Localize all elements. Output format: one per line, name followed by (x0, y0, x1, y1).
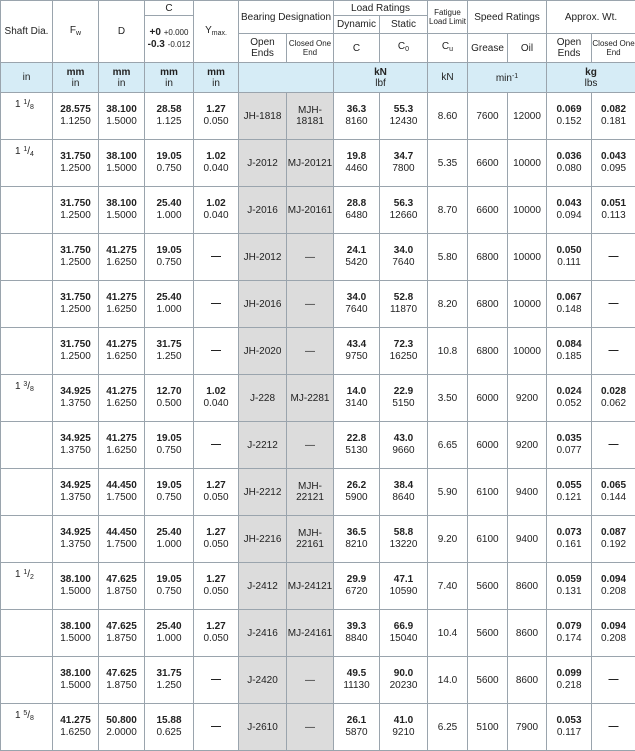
cell-fw: 31.750 1.2500 (53, 187, 99, 234)
cell-fatigue: 8.20 (428, 281, 468, 328)
table-row (1, 516, 635, 563)
cell-dynamic: 24.1 5420 (334, 234, 380, 281)
cell-oil: 10000 (508, 140, 547, 187)
cell-fw: 31.750 1.2500 (53, 140, 99, 187)
cell-shaft-dia: 1 $^5/_8$ (1, 704, 53, 751)
cell-fw: 31.750 1.2500 (53, 234, 99, 281)
cell-closed-one-end: — (287, 234, 334, 281)
cell-wt-open: 0.036 0.080 (547, 140, 592, 187)
unit-c: mm in (145, 63, 194, 93)
cell-open-ends: J-2212 (239, 422, 287, 469)
cell-static: 58.8 13220 (380, 516, 428, 563)
cell-d: 47.625 1.8750 (99, 610, 145, 657)
cell-c: 25.40 1.000 (145, 516, 194, 563)
cell-y: — (194, 281, 239, 328)
cell-closed-one-end: MJH-18181 (287, 93, 334, 140)
cell-wt-closed: — (592, 422, 635, 469)
cell-wt-open: 0.053 0.117 (547, 704, 592, 751)
cell-open-ends: JH-2012 (239, 234, 287, 281)
cell-open-ends: JH-2212 (239, 469, 287, 516)
cell-open-ends: J-2610 (239, 704, 287, 751)
cell-dynamic: 26.1 5870 (334, 704, 380, 751)
header-bearing-designation: Bearing Designation (239, 1, 334, 34)
cell-shaft-dia: 1 $^1/_4$ (1, 140, 53, 187)
cell-static: 90.0 20230 (380, 657, 428, 704)
cell-static: 52.8 11870 (380, 281, 428, 328)
cell-fatigue: 14.0 (428, 657, 468, 704)
cell-closed-one-end: MJ-2281 (287, 375, 334, 422)
cell-static: 56.3 12660 (380, 187, 428, 234)
table-body (1, 93, 635, 751)
cell-c: 28.58 1.125 (145, 93, 194, 140)
table-row (1, 610, 635, 657)
cell-c: 31.75 1.250 (145, 328, 194, 375)
cell-open-ends: J-2412 (239, 563, 287, 610)
cell-wt-closed: — (592, 704, 635, 751)
cell-grease: 5100 (468, 704, 508, 751)
header-wt-open: Open Ends (547, 34, 592, 63)
table-row (1, 93, 635, 140)
cell-wt-closed: 0.051 0.113 (592, 187, 635, 234)
cell-wt-closed: 0.094 0.208 (592, 563, 635, 610)
unit-speed: $\min^{-1}$ (468, 63, 547, 93)
cell-shaft-dia: 1 $^1/_2$ (1, 563, 53, 610)
unit-weight: kg lbs (547, 63, 635, 93)
cell-dynamic: 43.4 9750 (334, 328, 380, 375)
cell-open-ends: J-2416 (239, 610, 287, 657)
header-d: D (99, 1, 145, 63)
cell-d: 38.100 1.5000 (99, 140, 145, 187)
cell-d: 38.100 1.5000 (99, 93, 145, 140)
cell-fw: 38.100 1.5000 (53, 563, 99, 610)
cell-fw: 31.750 1.2500 (53, 281, 99, 328)
cell-y: 1.02 0.040 (194, 375, 239, 422)
cell-closed-one-end: MJ-24161 (287, 610, 334, 657)
cell-fw: 34.925 1.3750 (53, 422, 99, 469)
cell-grease: 5600 (468, 657, 508, 704)
cell-d: 44.450 1.7500 (99, 469, 145, 516)
cell-y: 1.02 0.040 (194, 187, 239, 234)
cell-y: — (194, 422, 239, 469)
cell-c: 19.05 0.750 (145, 563, 194, 610)
cell-c: 19.05 0.750 (145, 469, 194, 516)
cell-grease: 6600 (468, 187, 508, 234)
cell-static: 34.0 7640 (380, 234, 428, 281)
cell-oil: 9200 (508, 375, 547, 422)
cell-closed-one-end: MJH-22161 (287, 516, 334, 563)
cell-closed-one-end: MJH-22121 (287, 469, 334, 516)
cell-fatigue: 3.50 (428, 375, 468, 422)
cell-wt-closed: — (592, 328, 635, 375)
cell-open-ends: JH-2020 (239, 328, 287, 375)
cell-fatigue: 5.35 (428, 140, 468, 187)
cell-open-ends: JH-2016 (239, 281, 287, 328)
cell-dynamic: 29.9 6720 (334, 563, 380, 610)
cell-oil: 8600 (508, 657, 547, 704)
cell-grease: 7600 (468, 93, 508, 140)
header-cu: $C_u$ (428, 34, 468, 63)
cell-static: 55.3 12430 (380, 93, 428, 140)
cell-y: — (194, 234, 239, 281)
cell-wt-open: 0.024 0.052 (547, 375, 592, 422)
cell-dynamic: 26.2 5900 (334, 469, 380, 516)
cell-shaft-dia (1, 187, 53, 234)
header-fatigue: Fatigue Load Limit (428, 1, 468, 34)
cell-open-ends: J-2420 (239, 657, 287, 704)
cell-c: 25.40 1.000 (145, 187, 194, 234)
cell-y: 1.27 0.050 (194, 516, 239, 563)
cell-wt-closed: — (592, 281, 635, 328)
cell-dynamic: 28.8 6480 (334, 187, 380, 234)
cell-dynamic: 36.5 8210 (334, 516, 380, 563)
cell-dynamic: 34.0 7640 (334, 281, 380, 328)
cell-d: 47.625 1.8750 (99, 563, 145, 610)
header-stat-c: $C_0$ (380, 34, 428, 63)
cell-grease: 6100 (468, 516, 508, 563)
cell-grease: 6000 (468, 375, 508, 422)
cell-fw: 34.925 1.3750 (53, 375, 99, 422)
cell-fw: 34.925 1.3750 (53, 516, 99, 563)
cell-static: 72.3 16250 (380, 328, 428, 375)
unit-in: in (1, 63, 53, 93)
cell-static: 47.1 10590 (380, 563, 428, 610)
cell-closed-one-end: — (287, 704, 334, 751)
cell-d: 41.275 1.6250 (99, 375, 145, 422)
cell-y: — (194, 704, 239, 751)
cell-c: 19.05 0.750 (145, 140, 194, 187)
cell-y: 1.27 0.050 (194, 610, 239, 657)
cell-d: 44.450 1.7500 (99, 516, 145, 563)
cell-y: 1.02 0.040 (194, 140, 239, 187)
cell-wt-closed: 0.087 0.192 (592, 516, 635, 563)
table-row (1, 469, 635, 516)
cell-dynamic: 14.0 3140 (334, 375, 380, 422)
table-row (1, 281, 635, 328)
cell-grease: 6100 (468, 469, 508, 516)
cell-c: 15.88 0.625 (145, 704, 194, 751)
unit-y: mm in (194, 63, 239, 93)
header-approx-wt: Approx. Wt. (547, 1, 635, 34)
cell-wt-closed: 0.065 0.144 (592, 469, 635, 516)
cell-fatigue: 7.40 (428, 563, 468, 610)
cell-shaft-dia (1, 234, 53, 281)
cell-fatigue: 5.80 (428, 234, 468, 281)
cell-y: 1.27 0.050 (194, 469, 239, 516)
cell-grease: 5600 (468, 610, 508, 657)
cell-grease: 6800 (468, 328, 508, 375)
cell-static: 43.0 9660 (380, 422, 428, 469)
header-open-ends: Open Ends (239, 34, 287, 63)
cell-fw: 41.275 1.6250 (53, 704, 99, 751)
header-oil: Oil (508, 34, 547, 63)
cell-closed-one-end: MJ-20161 (287, 187, 334, 234)
table-row (1, 328, 635, 375)
cell-c: 25.40 1.000 (145, 610, 194, 657)
table-row (1, 375, 635, 422)
cell-fatigue: 8.70 (428, 187, 468, 234)
cell-grease: 6800 (468, 281, 508, 328)
cell-c: 25.40 1.000 (145, 281, 194, 328)
cell-wt-open: 0.050 0.111 (547, 234, 592, 281)
unit-fw: mm in (53, 63, 99, 93)
cell-oil: 10000 (508, 234, 547, 281)
cell-grease: 6800 (468, 234, 508, 281)
table-row (1, 187, 635, 234)
header-load-ratings: Load Ratings (334, 1, 428, 16)
cell-oil: 12000 (508, 93, 547, 140)
cell-fatigue: 5.90 (428, 469, 468, 516)
cell-c: 12.70 0.500 (145, 375, 194, 422)
header-wt-closed: Closed One End (592, 34, 635, 63)
unit-load: kN lbf (334, 63, 428, 93)
cell-oil: 8600 (508, 563, 547, 610)
header-c-tolerance: +0 +0.000 -0.3 -0.012 (145, 16, 194, 63)
cell-fw: 38.100 1.5000 (53, 610, 99, 657)
cell-wt-closed: — (592, 657, 635, 704)
table-row (1, 704, 635, 751)
table-row (1, 563, 635, 610)
cell-c: 19.05 0.750 (145, 234, 194, 281)
unit-d: mm in (99, 63, 145, 93)
cell-closed-one-end: MJ-20121 (287, 140, 334, 187)
cell-wt-open: 0.084 0.185 (547, 328, 592, 375)
cell-shaft-dia: 1 $^1/_8$ (1, 93, 53, 140)
cell-wt-open: 0.099 0.218 (547, 657, 592, 704)
header-static: Static (380, 16, 428, 34)
cell-shaft-dia (1, 610, 53, 657)
cell-wt-open: 0.079 0.174 (547, 610, 592, 657)
header-speed-ratings: Speed Ratings (468, 1, 547, 34)
cell-oil: 8600 (508, 610, 547, 657)
cell-closed-one-end: MJ-24121 (287, 563, 334, 610)
cell-wt-closed: 0.094 0.208 (592, 610, 635, 657)
cell-grease: 5600 (468, 563, 508, 610)
cell-grease: 6600 (468, 140, 508, 187)
cell-wt-open: 0.035 0.077 (547, 422, 592, 469)
cell-y: 1.27 0.050 (194, 563, 239, 610)
cell-closed-one-end: — (287, 281, 334, 328)
header-dynamic: Dynamic (334, 16, 380, 34)
cell-y: 1.27 0.050 (194, 93, 239, 140)
cell-shaft-dia (1, 657, 53, 704)
cell-fatigue: 6.65 (428, 422, 468, 469)
cell-d: 50.800 2.0000 (99, 704, 145, 751)
cell-d: 41.275 1.6250 (99, 328, 145, 375)
cell-wt-open: 0.073 0.161 (547, 516, 592, 563)
cell-dynamic: 49.5 11130 (334, 657, 380, 704)
header-dyn-c: C (334, 34, 380, 63)
unit-blank (239, 63, 334, 93)
cell-wt-closed: 0.043 0.095 (592, 140, 635, 187)
cell-oil: 10000 (508, 187, 547, 234)
cell-open-ends: J-2016 (239, 187, 287, 234)
cell-wt-closed: 0.028 0.062 (592, 375, 635, 422)
header-c: C (145, 1, 194, 16)
table-row (1, 422, 635, 469)
cell-y: — (194, 657, 239, 704)
cell-c: 19.05 0.750 (145, 422, 194, 469)
cell-wt-closed: — (592, 234, 635, 281)
header-y: $Y_{max.}$ (194, 1, 239, 63)
cell-open-ends: J-2012 (239, 140, 287, 187)
cell-fatigue: 10.8 (428, 328, 468, 375)
cell-fw: 34.925 1.3750 (53, 469, 99, 516)
cell-static: 38.4 8640 (380, 469, 428, 516)
cell-shaft-dia (1, 422, 53, 469)
cell-wt-closed: 0.082 0.181 (592, 93, 635, 140)
cell-d: 38.100 1.5000 (99, 187, 145, 234)
cell-dynamic: 39.3 8840 (334, 610, 380, 657)
cell-fatigue: 9.20 (428, 516, 468, 563)
table-row (1, 140, 635, 187)
cell-oil: 10000 (508, 281, 547, 328)
cell-wt-open: 0.069 0.152 (547, 93, 592, 140)
cell-open-ends: JH-1818 (239, 93, 287, 140)
header-grease: Grease (468, 34, 508, 63)
cell-c: 31.75 1.250 (145, 657, 194, 704)
cell-static: 22.9 5150 (380, 375, 428, 422)
cell-closed-one-end: — (287, 422, 334, 469)
cell-wt-open: 0.043 0.094 (547, 187, 592, 234)
cell-fatigue: 8.60 (428, 93, 468, 140)
header-shaft-dia: Shaft Dia. (1, 1, 53, 63)
cell-d: 41.275 1.6250 (99, 234, 145, 281)
cell-fw: 38.100 1.5000 (53, 657, 99, 704)
cell-open-ends: J-228 (239, 375, 287, 422)
cell-oil: 9400 (508, 469, 547, 516)
cell-shaft-dia (1, 328, 53, 375)
table-row (1, 657, 635, 704)
cell-d: 41.275 1.6250 (99, 422, 145, 469)
cell-closed-one-end: — (287, 657, 334, 704)
cell-grease: 6000 (468, 422, 508, 469)
cell-wt-open: 0.055 0.121 (547, 469, 592, 516)
cell-shaft-dia (1, 281, 53, 328)
cell-static: 66.9 15040 (380, 610, 428, 657)
cell-dynamic: 19.8 4460 (334, 140, 380, 187)
cell-fw: 28.575 1.1250 (53, 93, 99, 140)
cell-fatigue: 6.25 (428, 704, 468, 751)
cell-static: 41.0 9210 (380, 704, 428, 751)
cell-static: 34.7 7800 (380, 140, 428, 187)
header-fw: $F_w$ (53, 1, 99, 63)
header-closed-one-end: Closed One End (287, 34, 334, 63)
cell-d: 47.625 1.8750 (99, 657, 145, 704)
cell-oil: 9400 (508, 516, 547, 563)
cell-wt-open: 0.067 0.148 (547, 281, 592, 328)
cell-shaft-dia (1, 516, 53, 563)
cell-y: — (194, 328, 239, 375)
cell-oil: 7900 (508, 704, 547, 751)
cell-dynamic: 36.3 8160 (334, 93, 380, 140)
cell-shaft-dia: 1 $^3/_8$ (1, 375, 53, 422)
cell-wt-open: 0.059 0.131 (547, 563, 592, 610)
cell-open-ends: JH-2216 (239, 516, 287, 563)
cell-oil: 10000 (508, 328, 547, 375)
cell-shaft-dia (1, 469, 53, 516)
cell-d: 41.275 1.6250 (99, 281, 145, 328)
unit-fatigue: kN (428, 63, 468, 93)
cell-dynamic: 22.8 5130 (334, 422, 380, 469)
table-row (1, 234, 635, 281)
cell-oil: 9200 (508, 422, 547, 469)
cell-fatigue: 10.4 (428, 610, 468, 657)
cell-closed-one-end: — (287, 328, 334, 375)
cell-fw: 31.750 1.2500 (53, 328, 99, 375)
